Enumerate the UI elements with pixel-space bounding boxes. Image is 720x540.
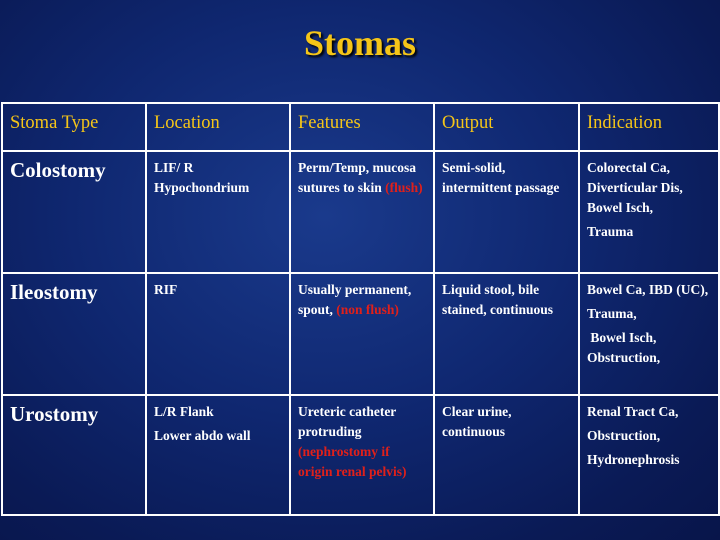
stoma-type-cell: Urostomy	[2, 395, 146, 515]
output-cell: Clear urine, continuous	[434, 395, 579, 515]
features-cell	[290, 273, 434, 395]
indication-line: Bowel Ca, IBD (UC),	[587, 282, 709, 297]
stomas-table	[1, 102, 720, 516]
features-text: Usually permanent, spout,	[298, 282, 412, 317]
indication-cell	[579, 273, 719, 395]
header-output: Output	[434, 103, 579, 151]
header-row	[2, 103, 719, 151]
location-line: L/R Flank	[154, 404, 214, 419]
header-indication: Indication	[579, 103, 719, 151]
indication-line: Bowel Isch, Obstruction,	[587, 330, 661, 365]
indication-line: Hydronephrosis	[587, 452, 680, 467]
table-row	[2, 395, 719, 515]
location-cell	[146, 151, 290, 273]
features-highlight: (nephrostomy if origin renal pelvis)	[298, 444, 407, 479]
output-cell: Semi-solid, intermittent passage	[434, 151, 579, 273]
location-line: Lower abdo wall	[154, 428, 251, 443]
indication-line: Trauma	[587, 224, 634, 239]
stoma-type-cell: Ileostomy	[2, 273, 146, 395]
header-stoma-type: Stoma Type	[2, 103, 146, 151]
indication-line: Colorectal Ca, Diverticular Dis, Bowel Isch,	[587, 160, 683, 215]
location-line: RIF	[154, 282, 178, 297]
indication-cell	[579, 395, 719, 515]
table-row	[2, 151, 719, 273]
header-location: Location	[146, 103, 290, 151]
slide-title: Stomas	[303, 23, 416, 63]
indication-cell	[579, 151, 719, 273]
features-highlight: (non flush)	[336, 302, 399, 317]
location-line: LIF/ R Hypochondrium	[154, 160, 250, 195]
indication-line: Obstruction,	[587, 428, 661, 443]
features-text: Perm/Temp, mucosa sutures to skin	[298, 160, 416, 195]
stoma-type-cell: Colostomy	[2, 151, 146, 273]
header-features: Features	[290, 103, 434, 151]
location-cell	[146, 395, 290, 515]
features-cell	[290, 151, 434, 273]
location-cell	[146, 273, 290, 395]
features-cell	[290, 395, 434, 515]
indication-line: Renal Tract Ca,	[587, 404, 679, 419]
table-row	[2, 273, 719, 395]
features-highlight: (flush)	[385, 180, 423, 195]
output-cell: Liquid stool, bile stained, continuous	[434, 273, 579, 395]
indication-line: Trauma,	[587, 306, 637, 321]
features-text: Ureteric catheter protruding	[298, 404, 397, 439]
